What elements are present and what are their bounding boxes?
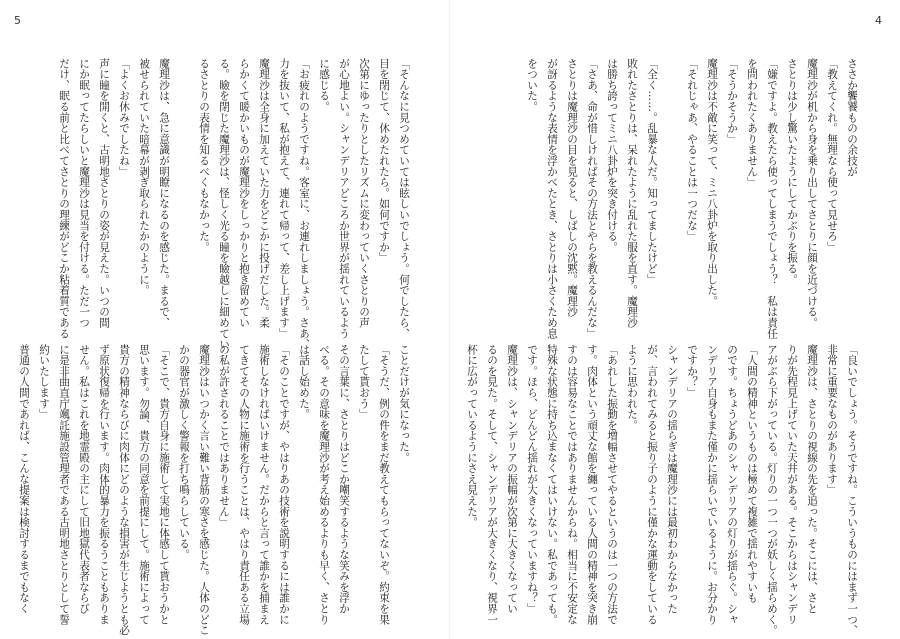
right-page-bottom-text [462,344,862,636]
text-column: 被せられていた暗幕が剥ぎ取られたかのように。 [138,58,150,296]
text-column: ように思われた。 [626,344,638,431]
text-column: 魔理沙が机から身を乗り出してさとりに顔を近づける。 [806,58,818,328]
text-column: るのを見た。そして、シャンデリアが大きくなり、視界一 [486,344,498,625]
left-page-number: 5 [14,14,21,27]
text-column: アがぶら下がっている。灯りの一つ一つが妖しく揺らめく。 [766,344,778,636]
text-column: の私が許されることではありません」 [218,344,230,528]
right-page-number: 4 [875,14,882,27]
text-column: 魔理沙は、急に意識が明瞭になるのを感じた。まるで、 [158,58,170,328]
text-column: 非常に重要なものがあります」 [826,344,838,496]
text-column: らかくて暖かいものが魔理沙をしっかりと抱き留めてい [238,58,250,328]
text-column: さとりは魔理沙の目を見ると、しばしの沈黙。魔理沙 [566,58,578,318]
text-column: 次第にゆったりとしたリズムに変わっていくさとりの声 [358,58,370,328]
text-column: るさとりの表情を知るべくもなかった。 [198,58,210,253]
text-column: 「さあ、命が惜しければその方法とやらを教えるんだな」 [586,58,598,339]
text-column: 魔理沙は全身に加えていた力をどこかに投げだした。柔 [258,58,270,328]
text-column: 「教えてくれ。無理なら使って見せろ」 [826,58,838,253]
left-page-top-text [54,58,414,350]
text-column: が、言われてみると振り子のように僅かな運動をしている [646,344,658,625]
text-column: 魔理沙は、さとりの視線の先を追った。そこには、さと [806,344,818,614]
text-column: ささか饗饕ものの余技が [846,58,858,177]
right-page-top-text [522,58,862,339]
text-column: 魔理沙は、シャンデリアの振幅が次第に大きくなってい [506,344,518,614]
text-column: 「そんなに見つめていては眩しいでしょう。何でしたら、 [398,58,410,339]
text-column: ことだけが気になった。 [398,344,410,463]
text-column: をついた。 [526,58,538,112]
page-gutter [449,0,450,639]
text-column: シャンデリアの揺らぎは魔理沙には最初わからなかった [666,344,678,614]
text-column: が訝るような表情を浮かべたとき、さとりは小さくため息 [546,58,558,339]
text-column: 魔理沙は不敵に笑って、ミニ八卦炉を取り出した。 [706,58,718,307]
text-column: 「そうかそうか」 [726,58,738,145]
text-column: その言葉に、さとりはどこか嘲笑するような笑みを浮か [338,344,350,614]
text-column: 敗れたさとりは、呆れたように乱れた服を直す。魔理沙 [626,58,638,328]
left-page-bottom-text [14,344,414,636]
text-column: 「嫌ですよ。教えたら使ってしまうでしょう？ 私は責任 [766,58,778,339]
text-column: は話し始めた。 [298,344,310,420]
text-column: 「あれした振動を増幅させてやるというのは一つの方法で [606,344,618,625]
text-column: 「人間の精神というものは極めて複雑で揺れやすいも [746,344,758,604]
text-column: のです。ちょうどあのシャンデリアの灯りが揺らぐ。シャ [726,344,738,625]
text-column: ですか？」 [686,344,698,398]
text-column: すのは容易なことではありませんからね。相当に不安定な [566,344,578,625]
text-column: 「そこで、貴方自身に施術して実地に体感して貰おうかと [158,344,170,625]
text-column: です。ほら、どんどん揺れが大きくなっていますね？」 [526,344,538,614]
text-column: 「そのことですが、やはりあの技術を説明するには誰かに [278,344,290,625]
text-column: 貴方の精神ならびに肉体にどのような損害が生じようとも必 [118,344,130,636]
text-column: 約いたします」 [38,344,50,420]
text-column: にか眠ってたらしいと魔理沙は見当を付ける。ただ一つ [78,58,90,328]
text-column: てきてその人物に施術を行うことは、やはり責任ある立場 [238,344,250,625]
text-column: に感じる。 [318,58,330,112]
text-column: 施術しなければいけません。だからと言って誰かを捕まえ [258,344,270,625]
text-column: 魔理沙はいつかく言い難い背筋の寒さを感じた。人体のどこ [198,344,210,636]
text-column: たして貰おう」 [358,344,370,420]
text-column: 力を抜いて、私が抱えて、連れて帰って、差し上げます」 [278,58,290,339]
text-column: 目を閉じて、休めたれたら。如何ですか」 [378,58,390,264]
text-column: 声に瞳を開くと、古明地さとりの姿が見えた。いつの間 [98,58,110,328]
text-column: だけ、眠る前と比べてさとりの理練がどこか粘着質である [58,58,70,339]
text-column: 「そうだ、例の件をまだ教えてもらってないぞ。約束を果 [378,344,390,625]
text-column: さとりは少し驚いたようにしてかぶりを振る。 [786,58,798,285]
text-column: 「それじゃあ、やることは一つだな」 [686,58,698,242]
text-column: ず原状復帰を行います。肉体的暴力を振るうこともありま [98,344,110,625]
text-column: 「良いでしょう。そうですね。こういうものにはまず一つ、 [846,344,858,636]
text-column: かの器官が激しく警報を打ち鳴らしている。 [178,344,190,560]
section-break [662,58,682,316]
text-column: ンデリア自身もまた僅かに揺らいでいるように。お分かり [706,344,718,625]
section-break [174,58,194,316]
text-column: に是非曲直庁颯託施設管理者である古明地さとりとして誓 [58,344,70,625]
text-column: 思います。勿論、貴方の同意を前提にして。施術によって [138,344,150,625]
text-column: 特殊な状態に持ち込まなくてはいけない。私であっても。 [546,344,558,625]
text-column: 普通の人間であれば、こんな提案は検討するまでもなく [18,344,30,614]
text-column: りが先程見上げていた天井がある。そこからはシャンデリ [786,344,798,625]
text-column: は勝ち誇ってミニ八卦炉を突き付ける。 [606,58,618,253]
text-column: 「お疲れのようですね。客室に、お連れしましょう。さあ、 [298,58,310,350]
text-column: 「全く……。乱暴な人だ。知ってましたけど」 [646,58,658,285]
text-column: る。瞼を閉じた魔理沙は、怪しく光る瞳を瞼越しに細めてい [218,58,230,350]
text-column: せん。私はこれを地霊殿の主にして旧地獄代表者ならび [78,344,90,614]
text-column: べる。その意味を魔理沙が考え始めるよりも早く、さとり [318,344,330,625]
text-column: す。肉体という頑丈な館を纏っている人間の精神を突き崩 [586,344,598,625]
text-column: を問われたくありません」 [746,58,758,188]
text-column: が心地よい。シャンデリアどころか世界が揺れているよう [338,58,350,339]
text-column: 杯に広がっているようにさえ見えた。 [466,344,478,528]
text-column: 「よくお休みでしたね」 [118,58,130,177]
